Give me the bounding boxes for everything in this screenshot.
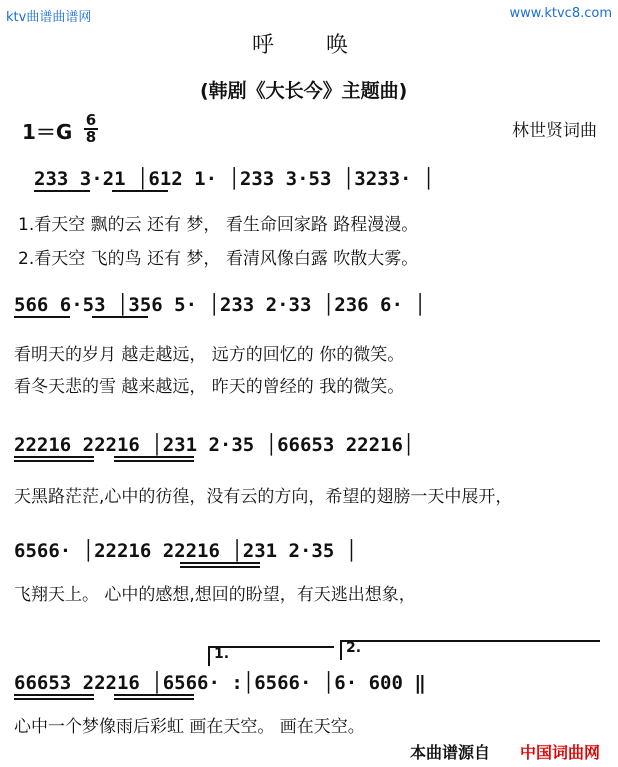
- volta-label-2: 2.: [346, 640, 362, 656]
- notation-row-4: 6566· │22216 22216 │231 2·35 │: [14, 540, 358, 562]
- time-signature: [84, 111, 98, 146]
- watermark-right: www.ktvc8.com: [509, 6, 612, 21]
- notation-row-3: 22216 22216 │231 2·35 │66653 22216│: [14, 434, 415, 456]
- author-credit: 林世贤词曲: [512, 121, 597, 141]
- meter-bottom: 8: [85, 128, 97, 146]
- volta-label-1: 1.: [214, 646, 230, 662]
- beam-line: [14, 694, 94, 696]
- beam-line: [34, 190, 90, 192]
- volta-bracket-2: [340, 640, 600, 660]
- beam-line: [114, 456, 194, 458]
- lyric-row-1-verse-1: 1.看天空 飘的云 还有 梦， 看生命回家路 路程漫漫。: [18, 215, 419, 235]
- notation-row-2: 566 6·53 │356 5· │233 2·33 │236 6· │: [14, 294, 426, 316]
- lyric-row-1-verse-2: 2.看天空 飞的鸟 还有 梦， 看清风像白露 吹散大雾。: [18, 249, 419, 269]
- watermark-left: ktv曲谱曲谱网: [6, 10, 92, 25]
- beam-line: [114, 694, 194, 696]
- lyric-row-3: 天黑路茫茫,心中的彷徨，没有云的方向，希望的翅膀一天中展开，: [14, 487, 513, 507]
- beam-line: [180, 562, 260, 564]
- footer-source-label: 本曲谱源自: [410, 743, 491, 762]
- beam-line: [14, 456, 94, 458]
- song-title: 呼唤: [252, 33, 401, 58]
- beam-line: [14, 698, 94, 700]
- song-subtitle: (韩剧《大长今》主题曲): [200, 80, 408, 102]
- beam-line: [92, 316, 148, 318]
- beam-line: [114, 698, 194, 700]
- beam-line: [180, 566, 260, 568]
- lyric-row-2-verse-2: 看冬天悲的雪 越来越远， 昨天的曾经的 我的微笑。: [14, 377, 405, 397]
- footer-site-link[interactable]: 中国词曲网: [520, 743, 601, 762]
- lyric-row-4: 飞翔天上。 心中的感想,想回的盼望，有天逃出想象，: [14, 585, 416, 605]
- lyric-row-2-verse-1: 看明天的岁月 越走越远， 远方的回忆的 你的微笑。: [14, 345, 405, 365]
- notation-row-5: 66653 22216 │6566· :│6566· │6· 600 ‖: [14, 672, 426, 694]
- beam-line: [112, 190, 168, 192]
- key-signature: 1＝G: [22, 120, 73, 144]
- beam-line: [14, 460, 94, 462]
- lyric-row-5: 心中一个梦像雨后彩虹 画在天空。 画在天空。: [14, 717, 365, 737]
- meter-top: 6: [85, 111, 97, 129]
- beam-line: [114, 460, 194, 462]
- beam-line: [14, 316, 70, 318]
- notation-row-1: 233 3·21 │612 1· │233 3·53 │3233· │: [34, 168, 435, 190]
